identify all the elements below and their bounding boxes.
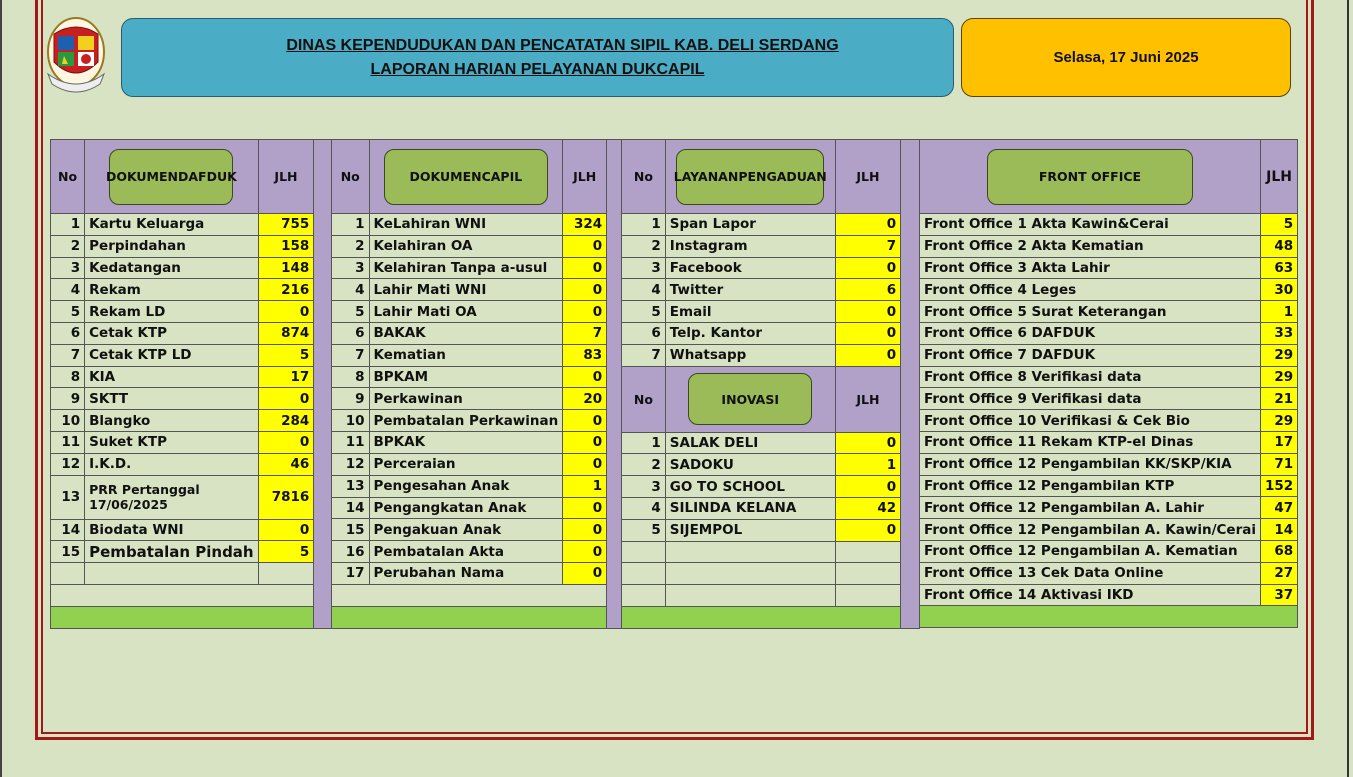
row-value: 1 (563, 475, 607, 497)
report-date-box (961, 18, 1291, 97)
row-value: 5 (258, 344, 314, 366)
col-header-jlh: JLH (258, 140, 314, 214)
row-number: 2 (622, 454, 666, 476)
row-number: 9 (332, 388, 370, 410)
row-label: KIA (85, 366, 258, 388)
row-value: 0 (835, 257, 901, 279)
row-value: 0 (835, 519, 901, 541)
footer-bar (51, 606, 314, 628)
row-number: 7 (51, 344, 85, 366)
row-label: Lahir Mati OA (369, 301, 563, 323)
row-label: Biodata WNI (85, 519, 258, 541)
row-label: KeLahiran WNI (369, 214, 563, 236)
front-office-label: Front Office 14 Aktivasi IKD (920, 584, 1261, 606)
row-value: 0 (563, 453, 607, 475)
row-value: 0 (563, 301, 607, 323)
row-value: 148 (258, 257, 314, 279)
row-number: 9 (51, 388, 85, 410)
capil-header-pill (384, 149, 548, 205)
row-label: BAKAK (369, 322, 563, 344)
row-number: 5 (622, 519, 666, 541)
row-number: 10 (51, 410, 85, 432)
report-date: Selasa, 17 Juni 2025 (1053, 49, 1199, 66)
row-number: 1 (622, 214, 666, 236)
row-number: 10 (332, 410, 370, 432)
row-number: 3 (51, 257, 85, 279)
front-office-value: 152 (1260, 475, 1297, 497)
row-label: Pembatalan Pindah (85, 541, 258, 563)
capil-title-line2: CAPIL (481, 169, 523, 184)
row-value: 0 (835, 322, 901, 344)
front-office-table (919, 139, 1298, 628)
front-office-value: 17 (1260, 431, 1297, 453)
row-label: Kelahiran OA (369, 235, 563, 257)
row-label: Email (665, 301, 835, 323)
row-value: 755 (258, 214, 314, 236)
row-number: 15 (332, 519, 370, 541)
col-header-no: No (51, 140, 85, 214)
col-header-no: No (622, 140, 666, 214)
inovasi-header-cell (665, 366, 835, 432)
empty-cell (665, 585, 835, 607)
front-office-value: 29 (1260, 366, 1297, 388)
row-number: 1 (332, 214, 370, 236)
row-label: Kelahiran Tanpa a-usul (369, 257, 563, 279)
front-office-label: Front Office 4 Leges (920, 279, 1261, 301)
pengaduan-title-line2: PENGADUAN (738, 169, 827, 184)
row-label: Instagram (665, 235, 835, 257)
row-number: 3 (332, 257, 370, 279)
row-value: 0 (258, 301, 314, 323)
row-label-line1: PRR Pertanggal (89, 482, 200, 498)
dafduk-header-cell (85, 140, 258, 214)
front-office-label: Front Office 12 Pengambilan A. Kawin/Cerai (920, 519, 1261, 541)
front-office-value: 30 (1260, 279, 1297, 301)
row-value: 0 (835, 301, 901, 323)
front-office-value: 29 (1260, 410, 1297, 432)
column-separator (901, 140, 920, 629)
row-value: 158 (258, 235, 314, 257)
row-value: 1 (835, 454, 901, 476)
row-number: 14 (51, 519, 85, 541)
report-subtitle: LAPORAN HARIAN PELAYANAN DUKCAPIL (370, 60, 705, 78)
front-office-label: Front Office 13 Cek Data Online (920, 562, 1261, 584)
row-label: SKTT (85, 388, 258, 410)
row-number: 5 (332, 301, 370, 323)
front-office-value: 37 (1260, 584, 1297, 606)
pengaduan-inovasi-table (621, 139, 920, 629)
front-office-label: Front Office 3 Akta Lahir (920, 257, 1261, 279)
dafduk-title-line2: DAFDUK (178, 169, 237, 184)
col-header-jlh: JLH (835, 140, 901, 214)
row-label: Whatsapp (665, 344, 835, 366)
row-label: BPKAK (369, 431, 563, 453)
row-label: I.K.D. (85, 453, 258, 475)
row-label (85, 475, 258, 519)
row-number: 11 (51, 431, 85, 453)
column-separator (607, 140, 622, 629)
front-office-header-cell (920, 140, 1261, 214)
row-number: 6 (51, 322, 85, 344)
front-office-title: FRONT OFFICE (1038, 169, 1142, 184)
empty-cell (665, 541, 835, 563)
front-office-value: 33 (1260, 322, 1297, 344)
row-number: 3 (622, 257, 666, 279)
row-value: 0 (835, 214, 901, 236)
empty-cell (622, 563, 666, 585)
front-office-value: 29 (1260, 344, 1297, 366)
row-label: Rekam LD (85, 301, 258, 323)
row-number: 4 (332, 279, 370, 301)
front-office-value: 21 (1260, 388, 1297, 410)
deli-serdang-emblem-icon (44, 14, 108, 98)
front-office-label: Front Office 12 Pengambilan KTP (920, 475, 1261, 497)
row-label: Kedatangan (85, 257, 258, 279)
row-number: 14 (332, 497, 370, 519)
empty-cell (835, 585, 901, 607)
front-office-label: Front Office 5 Surat Keterangan (920, 301, 1261, 323)
row-number: 7 (622, 344, 666, 366)
front-office-value: 63 (1260, 257, 1297, 279)
row-label: Cetak KTP LD (85, 344, 258, 366)
row-value: 0 (563, 497, 607, 519)
row-number: 8 (332, 366, 370, 388)
row-label: Facebook (665, 257, 835, 279)
row-label: GO TO SCHOOL (665, 476, 835, 498)
col-header-no: No (332, 140, 370, 214)
row-value: 0 (563, 257, 607, 279)
row-label: Twitter (665, 279, 835, 301)
report-title-box (121, 18, 954, 97)
row-value: 46 (258, 453, 314, 475)
front-office-value: 27 (1260, 562, 1297, 584)
row-label: SADOKU (665, 454, 835, 476)
row-value: 874 (258, 322, 314, 344)
front-office-value: 1 (1260, 301, 1297, 323)
footer-bar (920, 606, 1298, 628)
empty-cell (665, 563, 835, 585)
footer-bar (332, 606, 607, 628)
row-value: 42 (835, 497, 901, 519)
empty-cell (622, 585, 666, 607)
row-label: SIJEMPOL (665, 519, 835, 541)
row-number: 12 (332, 453, 370, 475)
front-office-label: Front Office 12 Pengambilan A. Lahir (920, 497, 1261, 519)
row-value: 0 (563, 562, 607, 584)
empty-cell (85, 563, 258, 585)
row-value: 7816 (258, 475, 314, 519)
row-number: 13 (51, 475, 85, 519)
row-value: 0 (563, 410, 607, 432)
empty-row (51, 584, 314, 606)
inovasi-title: INOVASI (721, 391, 779, 407)
row-number: 5 (622, 301, 666, 323)
front-office-label: Front Office 11 Rekam KTP-el Dinas (920, 431, 1261, 453)
row-value: 83 (563, 344, 607, 366)
row-value: 0 (835, 344, 901, 366)
agency-title: DINAS KEPENDUDUKAN DAN PENCATATAN SIPIL KAB. DELI SERDANG (286, 36, 839, 54)
inovasi-header-pill (688, 373, 812, 425)
row-label: SILINDA KELANA (665, 497, 835, 519)
col-header-jlh: JLH (835, 366, 901, 432)
row-number: 6 (332, 322, 370, 344)
row-label: Suket KTP (85, 431, 258, 453)
row-number: 6 (622, 322, 666, 344)
row-number: 3 (622, 476, 666, 498)
row-value: 17 (258, 366, 314, 388)
row-label: Pembatalan Perkawinan (369, 410, 563, 432)
row-label: SALAK DELI (665, 432, 835, 454)
empty-cell (258, 563, 314, 585)
row-value: 0 (835, 432, 901, 454)
row-number: 5 (51, 301, 85, 323)
col-header-no: No (622, 366, 666, 432)
front-office-value: 71 (1260, 453, 1297, 475)
row-value: 7 (835, 235, 901, 257)
row-label: Rekam (85, 279, 258, 301)
front-office-label: Front Office 8 Verifikasi data (920, 366, 1261, 388)
row-number: 17 (332, 562, 370, 584)
row-number: 1 (622, 432, 666, 454)
row-label: Perkawinan (369, 388, 563, 410)
front-office-label: Front Office 7 DAFDUK (920, 344, 1261, 366)
row-label: Perceraian (369, 453, 563, 475)
empty-cell (835, 541, 901, 563)
row-label: Kematian (369, 344, 563, 366)
row-number: 4 (51, 279, 85, 301)
col-header-jlh: JLH (563, 140, 607, 214)
capil-title-line1: DOKUMEN (409, 169, 482, 184)
window-right-edge (1347, 0, 1349, 777)
empty-cell (622, 541, 666, 563)
row-value: 0 (258, 388, 314, 410)
front-office-label: Front Office 12 Pengambilan KK/SKP/KIA (920, 453, 1261, 475)
capil-table (331, 139, 622, 629)
row-number: 15 (51, 541, 85, 563)
row-label: Pengangkatan Anak (369, 497, 563, 519)
row-number: 4 (622, 497, 666, 519)
front-office-label: Front Office 2 Akta Kematian (920, 235, 1261, 257)
dafduk-header-pill (105, 149, 237, 205)
row-label: Blangko (85, 410, 258, 432)
dafduk-title-line1: DOKUMEN (105, 169, 178, 184)
front-office-value: 47 (1260, 497, 1297, 519)
capil-header-cell (369, 140, 563, 214)
row-number: 7 (332, 344, 370, 366)
front-office-value: 14 (1260, 519, 1297, 541)
row-value: 0 (258, 431, 314, 453)
row-value: 0 (563, 541, 607, 563)
row-number: 11 (332, 431, 370, 453)
row-label: Cetak KTP (85, 322, 258, 344)
front-office-label: Front Office 12 Pengambilan A. Kematian (920, 540, 1261, 562)
row-value: 0 (835, 476, 901, 498)
footer-bar (622, 606, 901, 628)
row-label: BPKAM (369, 366, 563, 388)
front-office-value: 68 (1260, 540, 1297, 562)
row-number: 2 (51, 235, 85, 257)
row-value: 0 (258, 519, 314, 541)
row-label: Pembatalan Akta (369, 541, 563, 563)
row-label-line2: 17/06/2025 (89, 497, 168, 513)
window-left-edge (0, 0, 2, 777)
row-value: 0 (563, 235, 607, 257)
column-separator (314, 140, 332, 629)
front-office-value: 5 (1260, 214, 1297, 236)
col-header-jlh: JLH (1260, 140, 1297, 214)
empty-cell (51, 563, 85, 585)
front-office-label: Front Office 6 DAFDUK (920, 322, 1261, 344)
row-number: 16 (332, 541, 370, 563)
empty-row (332, 584, 607, 606)
pengaduan-header-pill (673, 149, 827, 205)
row-label: Perpindahan (85, 235, 258, 257)
row-value: 284 (258, 410, 314, 432)
row-label: Pengesahan Anak (369, 475, 563, 497)
row-number: 4 (622, 279, 666, 301)
row-number: 2 (332, 235, 370, 257)
row-label: Kartu Keluarga (85, 214, 258, 236)
empty-cell (835, 563, 901, 585)
row-value: 324 (563, 214, 607, 236)
pengaduan-header-cell (665, 140, 835, 214)
row-value: 6 (835, 279, 901, 301)
row-number: 1 (51, 214, 85, 236)
row-number: 2 (622, 235, 666, 257)
row-value: 0 (563, 279, 607, 301)
row-label: Pengakuan Anak (369, 519, 563, 541)
row-value: 20 (563, 388, 607, 410)
row-label: Span Lapor (665, 214, 835, 236)
row-value: 7 (563, 322, 607, 344)
row-value: 0 (563, 519, 607, 541)
row-value: 0 (563, 366, 607, 388)
row-value: 216 (258, 279, 314, 301)
row-number: 8 (51, 366, 85, 388)
front-office-header-pill (987, 149, 1193, 205)
row-number: 12 (51, 453, 85, 475)
pengaduan-title-line1: LAYANAN (673, 169, 739, 184)
front-office-label: Front Office 10 Verifikasi & Cek Bio (920, 410, 1261, 432)
dafduk-table (50, 139, 332, 629)
front-office-label: Front Office 1 Akta Kawin&Cerai (920, 214, 1261, 236)
row-label: Lahir Mati WNI (369, 279, 563, 301)
front-office-value: 48 (1260, 235, 1297, 257)
row-label: Telp. Kantor (665, 322, 835, 344)
row-number: 13 (332, 475, 370, 497)
row-value: 5 (258, 541, 314, 563)
row-label: Perubahan Nama (369, 562, 563, 584)
row-value: 0 (563, 431, 607, 453)
front-office-label: Front Office 9 Verifikasi data (920, 388, 1261, 410)
